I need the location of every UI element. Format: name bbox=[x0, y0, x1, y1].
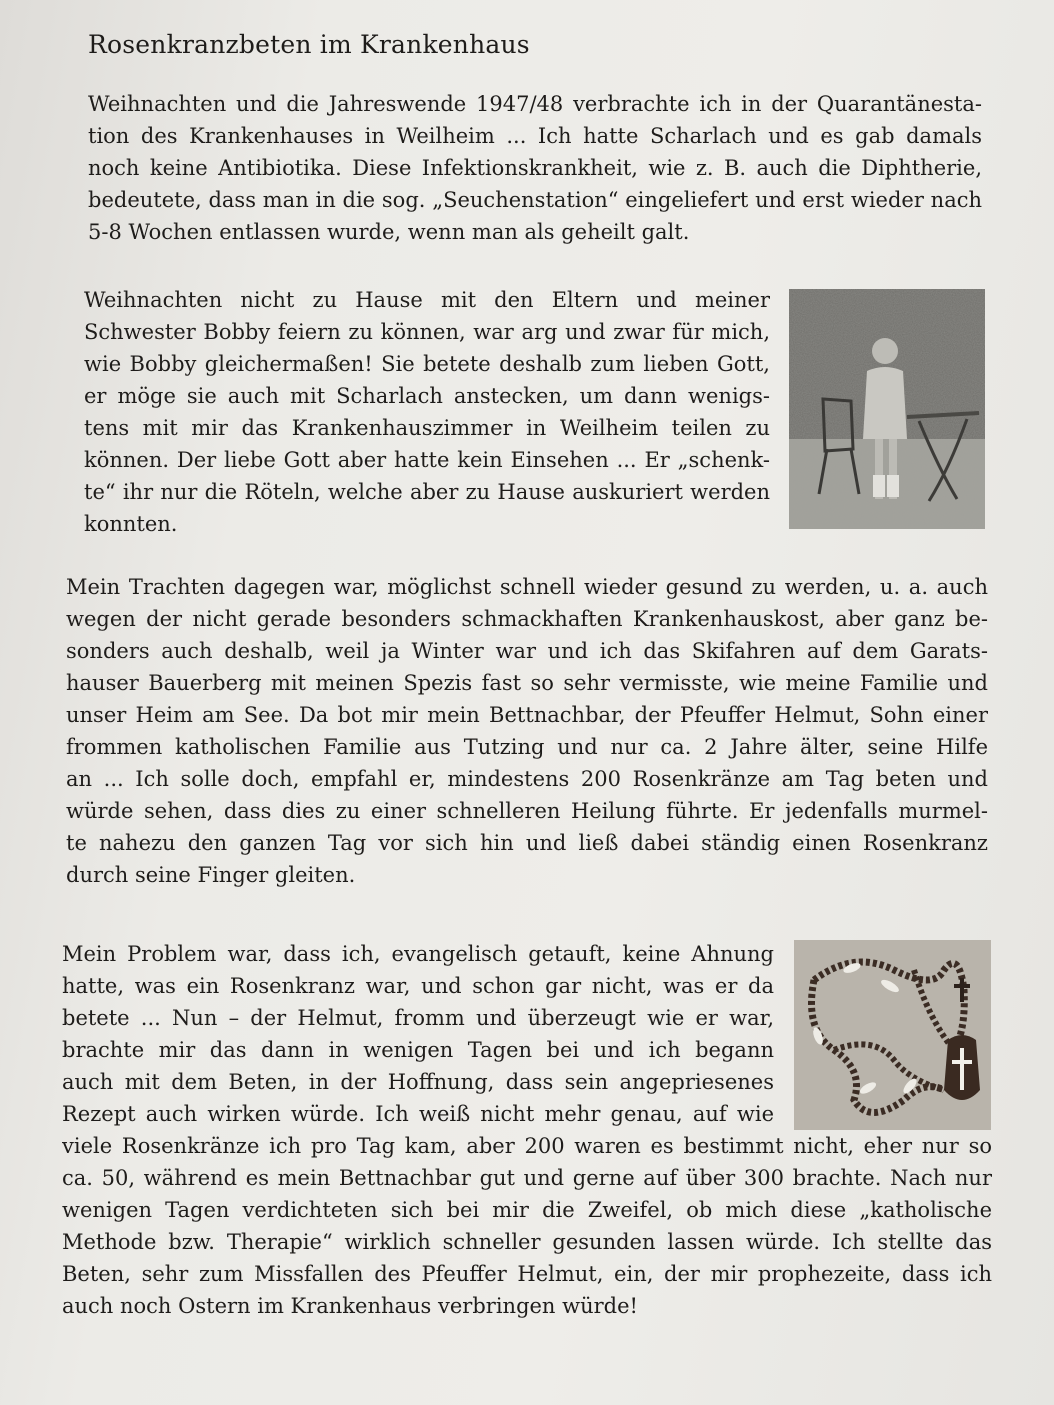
text-line: Mein Problem war, dass ich, evangelisch getauft, keine Ahnung bbox=[62, 942, 774, 966]
text-line: Mein Trachten dagegen war, möglichst schnell wieder gesund zu werden, u. a. auch bbox=[66, 575, 988, 599]
text-line: unser Heim am See. Da bot mir mein Bettnachbar, der Pfeuffer Helmut, Sohn einer bbox=[66, 703, 988, 727]
girl-photo-image bbox=[789, 289, 985, 529]
text-line: tion des Krankenhauses in Weilheim ... Ich hatte Scharlach und es gab damals bbox=[88, 124, 982, 148]
page-title: Rosenkranzbeten im Krankenhaus bbox=[88, 30, 530, 59]
text-line: hatte, was ein Rosenkranz war, und schon gar nicht, was er da bbox=[62, 974, 774, 998]
text-line: sonders auch deshalb, weil ja Winter war und ich das Skifahren auf dem Garats- bbox=[66, 639, 988, 663]
paragraph-4 bbox=[62, 938, 992, 1322]
text-line: bedeutete, dass man in die sog. „Seuchenstation“ eingeliefert und erst wieder nach bbox=[88, 188, 982, 212]
text-line: 5-8 Wochen entlassen wurde, wenn man als geheilt galt. bbox=[88, 220, 690, 244]
text-line: Methode bzw. Therapie“ wirklich schneller gesunden lassen würde. Ich stellte das bbox=[62, 1230, 992, 1254]
text-line: wenigen Tagen verdichteten sich bei mir die Zweifel, ob mich diese „katholische bbox=[62, 1198, 992, 1222]
text-line: frommen katholischen Familie aus Tutzing und nur ca. 2 Jahre älter, seine Hilfe bbox=[66, 735, 988, 759]
text-line: ca. 50, während es mein Bettnachbar gut und gerne auf über 300 brachte. Nach nur bbox=[62, 1166, 992, 1190]
text-line: brachte mir das dann in wenigen Tagen bei und ich begann bbox=[62, 1038, 774, 1062]
text-line: auch mit dem Beten, in der Hoffnung, dass sein angepriesenes bbox=[62, 1070, 774, 1094]
text-line: Rezept auch wirken würde. Ich weiß nicht mehr genau, auf wie bbox=[62, 1102, 774, 1126]
text-line: tens mit mir das Krankenhauszimmer in Weilheim teilen zu bbox=[84, 416, 770, 440]
text-line: Schwester Bobby feiern zu können, war arg und zwar für mich, bbox=[84, 320, 770, 344]
text-line: te nahezu den ganzen Tag vor sich hin und ließ dabei ständig einen Rosenkranz bbox=[66, 831, 988, 855]
text-line: betete ... Nun – der Helmut, fromm und überzeugt wie er war, bbox=[62, 1006, 774, 1030]
text-line: viele Rosenkränze ich pro Tag kam, aber 200 waren es bestimmt nicht, eher nur so bbox=[62, 1134, 992, 1158]
text-line: an ... Ich solle doch, empfahl er, mindestens 200 Rosenkränze am Tag beten und bbox=[66, 767, 988, 791]
text-line: auch noch Ostern im Krankenhaus verbringen würde! bbox=[62, 1294, 638, 1318]
text-line: durch seine Finger gleiten. bbox=[66, 863, 356, 887]
text-line: noch keine Antibiotika. Diese Infektionskrankheit, wie z. B. auch die Diphtherie, bbox=[88, 156, 982, 180]
paragraph-3 bbox=[66, 571, 988, 891]
text-line: konnten. bbox=[84, 512, 178, 536]
text-line: würde sehen, dass dies zu einer schnelleren Heilung führte. Er jedenfalls murmel- bbox=[66, 799, 988, 823]
text-line: hauser Bauerberg mit meinen Spezis fast so sehr vermisste, wie meine Familie und bbox=[66, 671, 988, 695]
paragraph-2 bbox=[84, 284, 770, 540]
text-line: können. Der liebe Gott aber hatte kein Einsehen ... Er „schenk- bbox=[84, 448, 770, 472]
text-line: Beten, sehr zum Missfallen des Pfeuffer Helmut, ein, der mir prophezeite, dass ich bbox=[62, 1262, 992, 1286]
paragraph-1 bbox=[88, 88, 982, 248]
text-line: wie Bobby gleichermaßen! Sie betete deshalb zum lieben Gott, bbox=[84, 352, 770, 376]
text-line: Weihnachten und die Jahreswende 1947/48 verbrachte ich in der Quarantänesta- bbox=[88, 92, 982, 116]
text-line: wegen der nicht gerade besonders schmackhaften Krankenhauskost, aber ganz be- bbox=[66, 607, 988, 631]
text-line: te“ ihr nur die Röteln, welche aber zu Hause auskuriert werden bbox=[84, 480, 770, 504]
text-line: Weihnachten nicht zu Hause mit den Eltern und meiner bbox=[84, 288, 770, 312]
girl-photo bbox=[789, 289, 985, 529]
text-line: er möge sie auch mit Scharlach anstecken, um dann wenigs- bbox=[84, 384, 770, 408]
